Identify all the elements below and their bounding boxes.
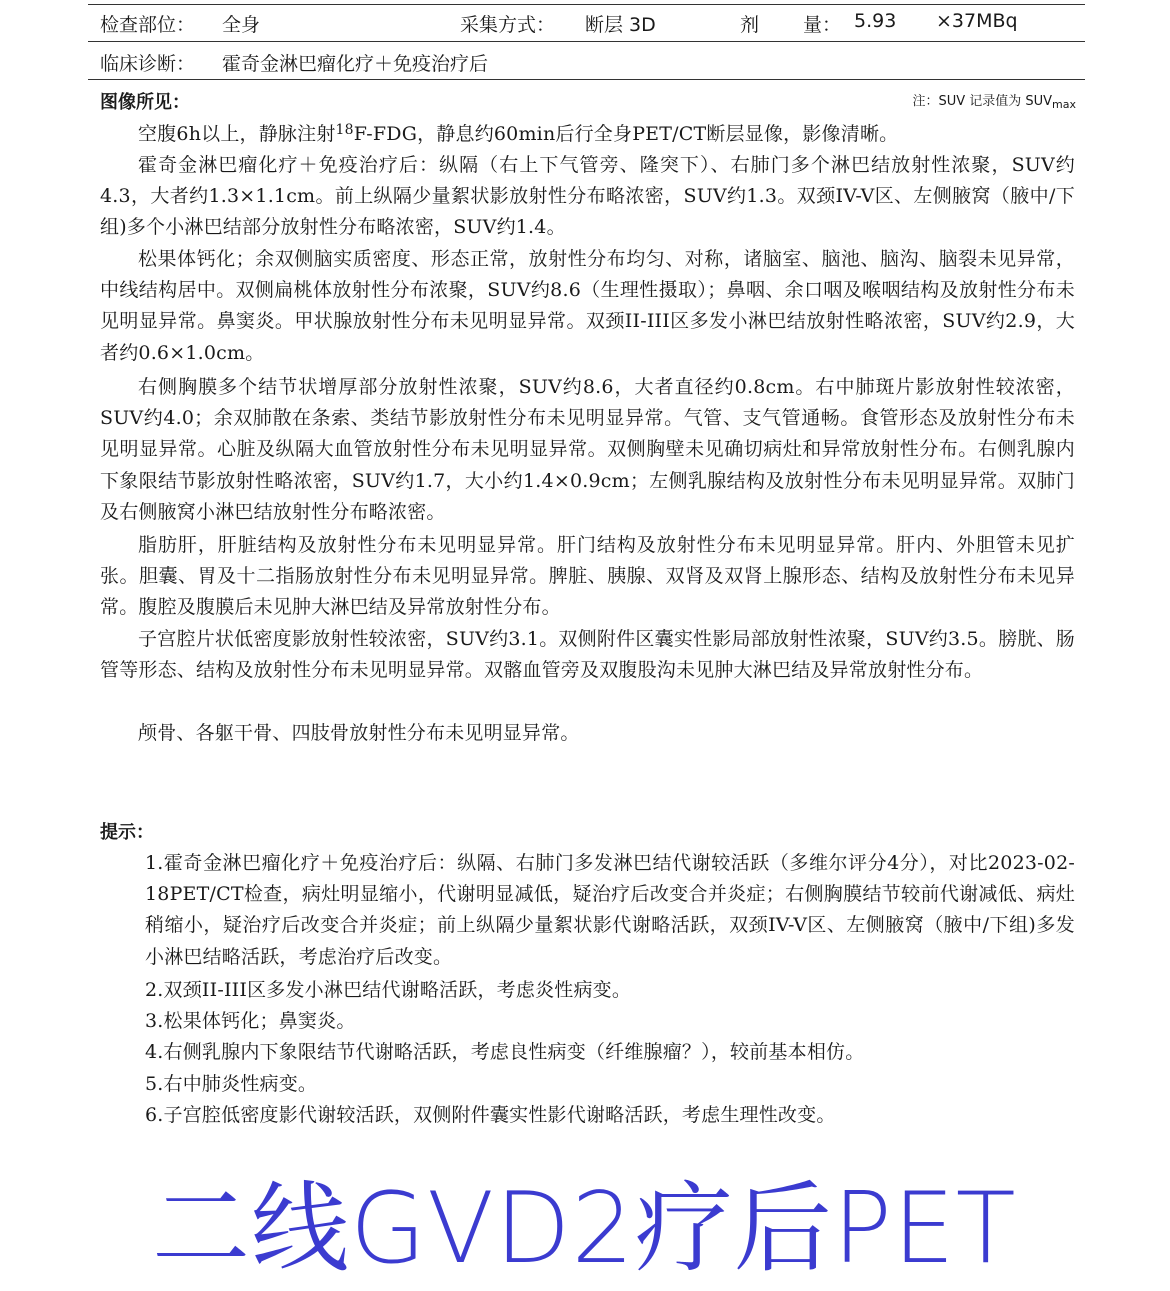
findings-paragraph-4: 右侧胸膜多个结节状增厚部分放射性浓聚，SUV约8.6，大者直径约0.8cm。右中肺斑片影放射性较浓密，SUV约4.0；余双肺散在条索、类结节影放射性分布未见明显异常。气管、支气管通畅。食管形态及放射性分布未见明显异常。心脏及纵隔大血管放射性分布未见明显异常。双侧胸壁未见确切病灶和异常放射性分布。右侧乳腺内下象限结节影放射性略浓密，SUV约1.7，大小约1.4×0.9cm；左侧乳腺结构及放射性分布未见明显异常。双肺门及右侧腋窝小淋巴结放射性分布略浓密。 (100, 376, 1075, 523)
suv-note-text: 注：SUV 记录值为 SUV (912, 94, 1053, 109)
impression-item-1: 1.霍奇金淋巴瘤化疗＋免疫治疗后：纵隔、右肺门多发淋巴结代谢较活跃（多维尔评分4分），对比2023-02-18PET/CT检查，病灶明显缩小，代谢明显减低，疑治疗后改变合并炎症；右侧胸膜结节较前代谢减低、病灶稍缩小，疑治疗后改变合并炎症；前上纵隔少量絮状影代谢略活跃，双颈IV-V区、左侧腋窝（腋中/下组)多发小淋巴结略活跃，考虑治疗后改变。 (145, 852, 1075, 968)
exam-site-value: 全身 (222, 14, 261, 36)
impression-item-4: 4.右侧乳腺内下象限结节代谢略活跃，考虑良性病变（纤维腺瘤？），较前基本相仿。 (145, 1041, 865, 1063)
diagnosis-label: 临床诊断： (100, 53, 196, 75)
findings-paragraph-5: 脂肪肝，肝脏结构及放射性分布未见明显异常。肝门结构及放射性分布未见明显异常。肝内、外胆管未见扩张。胆囊、胃及十二指肠放射性分布未见明显异常。脾脏、胰腺、双肾及双肾上腺形态、结构及放射性分布未见异常。腹腔及腹膜后未见肿大淋巴结及异常放射性分布。 (100, 534, 1075, 619)
exam-site-label: 检查部位： (100, 14, 196, 36)
dose-value: 5.93 (854, 10, 897, 32)
findings-paragraph-7: 颅骨、各躯干骨、四肢骨放射性分布未见明显异常。 (138, 722, 580, 744)
impression-item-3: 3.松果体钙化；鼻窦炎。 (145, 1010, 356, 1032)
suv-note (912, 90, 1076, 111)
findings-paragraph-6: 子宫腔片状低密度影放射性较浓密，SUV约3.1。双侧附件区囊实性影局部放射性浓聚，SUV约3.5。膀胱、肠管等形态、结构及放射性分布未见明显异常。双髂血管旁及双腹股沟未见肿大淋巴结及异常放射性分布。 (100, 628, 1075, 682)
impression-item-6: 6.子宫腔低密度影代谢较活跃，双侧附件囊实性影代谢略活跃，考虑生理性改变。 (145, 1104, 836, 1126)
diagnosis-value: 霍奇金淋巴瘤化疗＋免疫治疗后 (222, 53, 489, 75)
findings-paragraph-1 (100, 119, 1075, 150)
suv-note-subscript: max (1052, 98, 1076, 111)
findings-p1-post: F-FDG，静息约60min后行全身PET/CT断层显像，影像清晰。 (353, 123, 899, 145)
dose-label-2: 量： (803, 14, 842, 36)
dose-unit: ×37MBq (936, 10, 1018, 32)
findings-heading: 图像所见： (100, 92, 190, 113)
header-bottom-rule (88, 79, 1085, 80)
impression-item-2: 2.双颈II-III区多发小淋巴结代谢略活跃，考虑炎性病变。 (145, 979, 632, 1001)
acquisition-label: 采集方式： (460, 14, 556, 36)
impression-item-5: 5.右中肺炎性病变。 (145, 1073, 318, 1095)
impression-heading: 提示： (100, 822, 154, 843)
findings-paragraph-2: 霍奇金淋巴瘤化疗＋免疫治疗后：纵隔（右上下气管旁、隆突下）、右肺门多个淋巴结放射性浓聚，SUV约4.3，大者约1.3×1.1cm。前上纵隔少量絮状影放射性分布略浓密，SUV约1.3。双颈IV-V区、左侧腋窝（腋中/下组)多个小淋巴结部分放射性分布略浓密，SUV约1.4。 (100, 154, 1075, 239)
handwritten-note: 二线GVD2疗后PET (152, 1172, 1017, 1286)
isotope-superscript: 18 (335, 122, 354, 138)
dose-label-1: 剂 (740, 14, 760, 36)
header-top-rule (88, 4, 1085, 5)
findings-paragraph-3: 松果体钙化；余双侧脑实质密度、形态正常，放射性分布均匀、对称，诸脑室、脑池、脑沟、脑裂未见异常，中线结构居中。双侧扁桃体放射性分布浓聚，SUV约8.6（生理性摄取）；鼻咽、余口咽及喉咽结构及放射性分布未见明显异常。鼻窦炎。甲状腺放射性分布未见明显异常。双颈II-III区多发小淋巴结放射性略浓密，SUV约2.9，大者约0.6×1.0cm。 (100, 248, 1075, 364)
header-mid-rule (88, 41, 1085, 42)
findings-p1-pre: 空腹6h以上，静脉注射 (138, 123, 336, 145)
acquisition-value: 断层 3D (585, 14, 656, 36)
